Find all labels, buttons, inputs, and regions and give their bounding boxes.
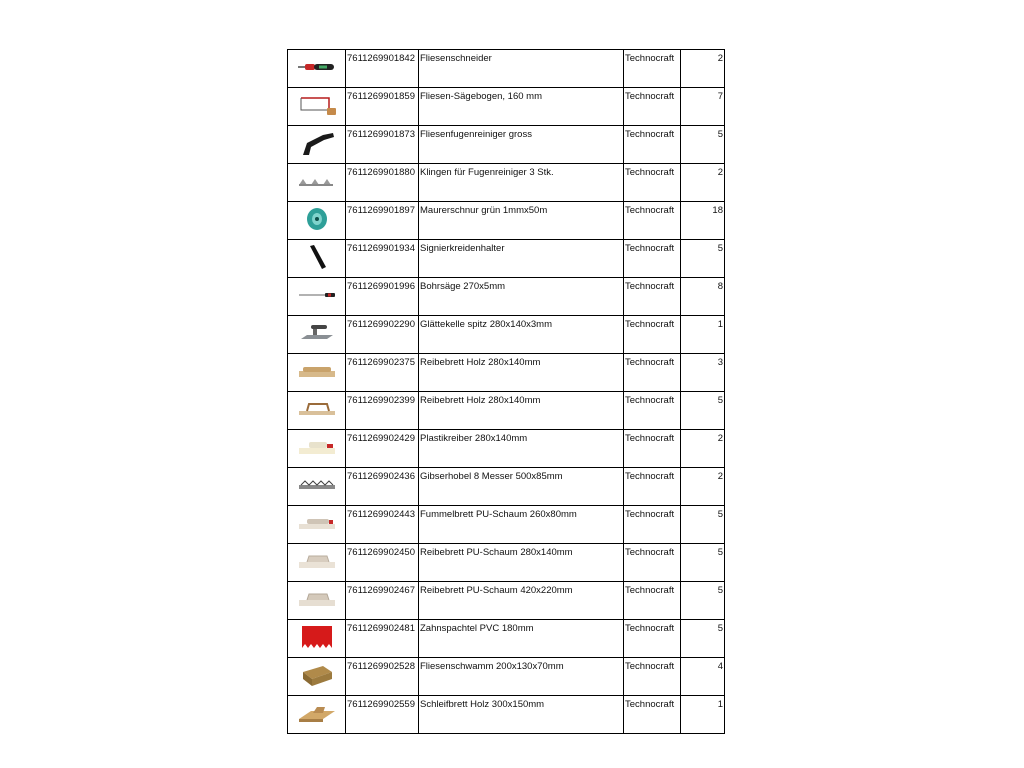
brand-cell: Technocraft bbox=[624, 278, 681, 316]
table-row bbox=[288, 202, 725, 240]
table-row bbox=[288, 240, 725, 278]
quantity-cell: 2 bbox=[681, 468, 725, 506]
chalk-holder-icon bbox=[302, 242, 332, 276]
ean-cell: 7611269901934 bbox=[346, 240, 419, 278]
table-row bbox=[288, 392, 725, 430]
tile-cutter-icon bbox=[297, 60, 337, 78]
ean-cell: 7611269901859 bbox=[346, 88, 419, 126]
table-row bbox=[288, 544, 725, 582]
description-cell: Reibebrett Holz 280x140mm bbox=[419, 354, 624, 392]
product-image-cell bbox=[288, 544, 346, 582]
quantity-cell: 3 bbox=[681, 354, 725, 392]
brand-cell: Technocraft bbox=[624, 506, 681, 544]
description-cell: Bohrsäge 270x5mm bbox=[419, 278, 624, 316]
ean-cell: 7611269902481 bbox=[346, 620, 419, 658]
ean-cell: 7611269901897 bbox=[346, 202, 419, 240]
quantity-cell: 5 bbox=[681, 544, 725, 582]
quantity-cell: 1 bbox=[681, 696, 725, 734]
quantity-cell: 5 bbox=[681, 126, 725, 164]
wood-float-icon bbox=[297, 363, 337, 383]
ean-cell: 7611269901873 bbox=[346, 126, 419, 164]
quantity-cell: 2 bbox=[681, 50, 725, 88]
ean-cell: 7611269902528 bbox=[346, 658, 419, 696]
product-image-cell bbox=[288, 278, 346, 316]
table-row bbox=[288, 430, 725, 468]
table-row bbox=[288, 278, 725, 316]
brand-cell: Technocraft bbox=[624, 316, 681, 354]
table-row bbox=[288, 88, 725, 126]
brand-cell: Technocraft bbox=[624, 544, 681, 582]
product-image-cell bbox=[288, 506, 346, 544]
description-cell: Maurerschnur grün 1mmx50m bbox=[419, 202, 624, 240]
table-row bbox=[288, 658, 725, 696]
description-cell: Glättekelle spitz 280x140x3mm bbox=[419, 316, 624, 354]
ean-cell: 7611269902436 bbox=[346, 468, 419, 506]
sponge-icon bbox=[299, 662, 335, 692]
quantity-cell: 5 bbox=[681, 582, 725, 620]
ean-cell: 7611269902443 bbox=[346, 506, 419, 544]
quantity-cell: 2 bbox=[681, 164, 725, 202]
product-image-cell bbox=[288, 354, 346, 392]
ean-cell: 7611269902375 bbox=[346, 354, 419, 392]
grout-cleaner-icon bbox=[297, 129, 337, 161]
description-cell: Signierkreidenhalter bbox=[419, 240, 624, 278]
product-image-cell bbox=[288, 202, 346, 240]
blades-icon bbox=[297, 175, 337, 191]
description-cell: Fliesen-Sägebogen, 160 mm bbox=[419, 88, 624, 126]
product-image-cell bbox=[288, 50, 346, 88]
description-cell: Klingen für Fugenreiniger 3 Stk. bbox=[419, 164, 624, 202]
ean-cell: 7611269902467 bbox=[346, 582, 419, 620]
table-row bbox=[288, 468, 725, 506]
table-row bbox=[288, 164, 725, 202]
notched-spatula-icon bbox=[299, 624, 335, 654]
description-cell: Reibebrett PU-Schaum 280x140mm bbox=[419, 544, 624, 582]
quantity-cell: 4 bbox=[681, 658, 725, 696]
table-row bbox=[288, 582, 725, 620]
table-row bbox=[288, 506, 725, 544]
description-cell: Fummelbrett PU-Schaum 260x80mm bbox=[419, 506, 624, 544]
table-row bbox=[288, 620, 725, 658]
quantity-cell: 5 bbox=[681, 240, 725, 278]
description-cell: Zahnspachtel PVC 180mm bbox=[419, 620, 624, 658]
sanding-board-icon bbox=[297, 701, 337, 729]
quantity-cell: 2 bbox=[681, 430, 725, 468]
ean-cell: 7611269902450 bbox=[346, 544, 419, 582]
trowel-icon bbox=[297, 323, 337, 347]
product-image-cell bbox=[288, 126, 346, 164]
description-cell: Fliesenschwamm 200x130x70mm bbox=[419, 658, 624, 696]
table-row bbox=[288, 316, 725, 354]
product-image-cell bbox=[288, 582, 346, 620]
description-cell: Reibebrett PU-Schaum 420x220mm bbox=[419, 582, 624, 620]
quantity-cell: 18 bbox=[681, 202, 725, 240]
product-image-cell bbox=[288, 430, 346, 468]
foam-float-small-icon bbox=[297, 515, 337, 535]
product-image-cell bbox=[288, 316, 346, 354]
ean-cell: 7611269902559 bbox=[346, 696, 419, 734]
plastic-float-icon bbox=[297, 438, 337, 460]
brand-cell: Technocraft bbox=[624, 354, 681, 392]
product-image-cell bbox=[288, 88, 346, 126]
brand-cell: Technocraft bbox=[624, 126, 681, 164]
quantity-cell: 5 bbox=[681, 506, 725, 544]
ean-cell: 7611269902429 bbox=[346, 430, 419, 468]
product-image-cell bbox=[288, 468, 346, 506]
plaster-plane-icon bbox=[297, 479, 337, 495]
brand-cell: Technocraft bbox=[624, 240, 681, 278]
description-cell: Reibebrett Holz 280x140mm bbox=[419, 392, 624, 430]
product-image-cell bbox=[288, 658, 346, 696]
brand-cell: Technocraft bbox=[624, 696, 681, 734]
wood-float-handle-icon bbox=[297, 400, 337, 422]
product-image-cell bbox=[288, 240, 346, 278]
description-cell: Fliesenfugenreiniger gross bbox=[419, 126, 624, 164]
brand-cell: Technocraft bbox=[624, 658, 681, 696]
description-cell: Plastikreiber 280x140mm bbox=[419, 430, 624, 468]
quantity-cell: 5 bbox=[681, 620, 725, 658]
product-image-cell bbox=[288, 620, 346, 658]
quantity-cell: 7 bbox=[681, 88, 725, 126]
brand-cell: Technocraft bbox=[624, 620, 681, 658]
brand-cell: Technocraft bbox=[624, 164, 681, 202]
brand-cell: Technocraft bbox=[624, 392, 681, 430]
inventory-table bbox=[287, 49, 725, 734]
foam-float-large-icon bbox=[297, 590, 337, 612]
description-cell: Gibserhobel 8 Messer 500x85mm bbox=[419, 468, 624, 506]
ean-cell: 7611269901842 bbox=[346, 50, 419, 88]
product-image-cell bbox=[288, 696, 346, 734]
description-cell: Fliesenschneider bbox=[419, 50, 624, 88]
string-reel-icon bbox=[302, 205, 332, 237]
ean-cell: 7611269901996 bbox=[346, 278, 419, 316]
quantity-cell: 1 bbox=[681, 316, 725, 354]
table-row bbox=[288, 126, 725, 164]
table-row bbox=[288, 50, 725, 88]
brand-cell: Technocraft bbox=[624, 50, 681, 88]
quantity-cell: 8 bbox=[681, 278, 725, 316]
quantity-cell: 5 bbox=[681, 392, 725, 430]
brand-cell: Technocraft bbox=[624, 582, 681, 620]
table-row bbox=[288, 354, 725, 392]
brand-cell: Technocraft bbox=[624, 430, 681, 468]
brand-cell: Technocraft bbox=[624, 468, 681, 506]
ean-cell: 7611269902290 bbox=[346, 316, 419, 354]
foam-float-icon bbox=[297, 552, 337, 574]
description-cell: Schleifbrett Holz 300x150mm bbox=[419, 696, 624, 734]
product-image-cell bbox=[288, 392, 346, 430]
brand-cell: Technocraft bbox=[624, 202, 681, 240]
drill-saw-icon bbox=[297, 290, 337, 304]
tile-saw-frame-icon bbox=[297, 92, 337, 122]
product-image-cell bbox=[288, 164, 346, 202]
ean-cell: 7611269901880 bbox=[346, 164, 419, 202]
table-row bbox=[288, 696, 725, 734]
ean-cell: 7611269902399 bbox=[346, 392, 419, 430]
brand-cell: Technocraft bbox=[624, 88, 681, 126]
